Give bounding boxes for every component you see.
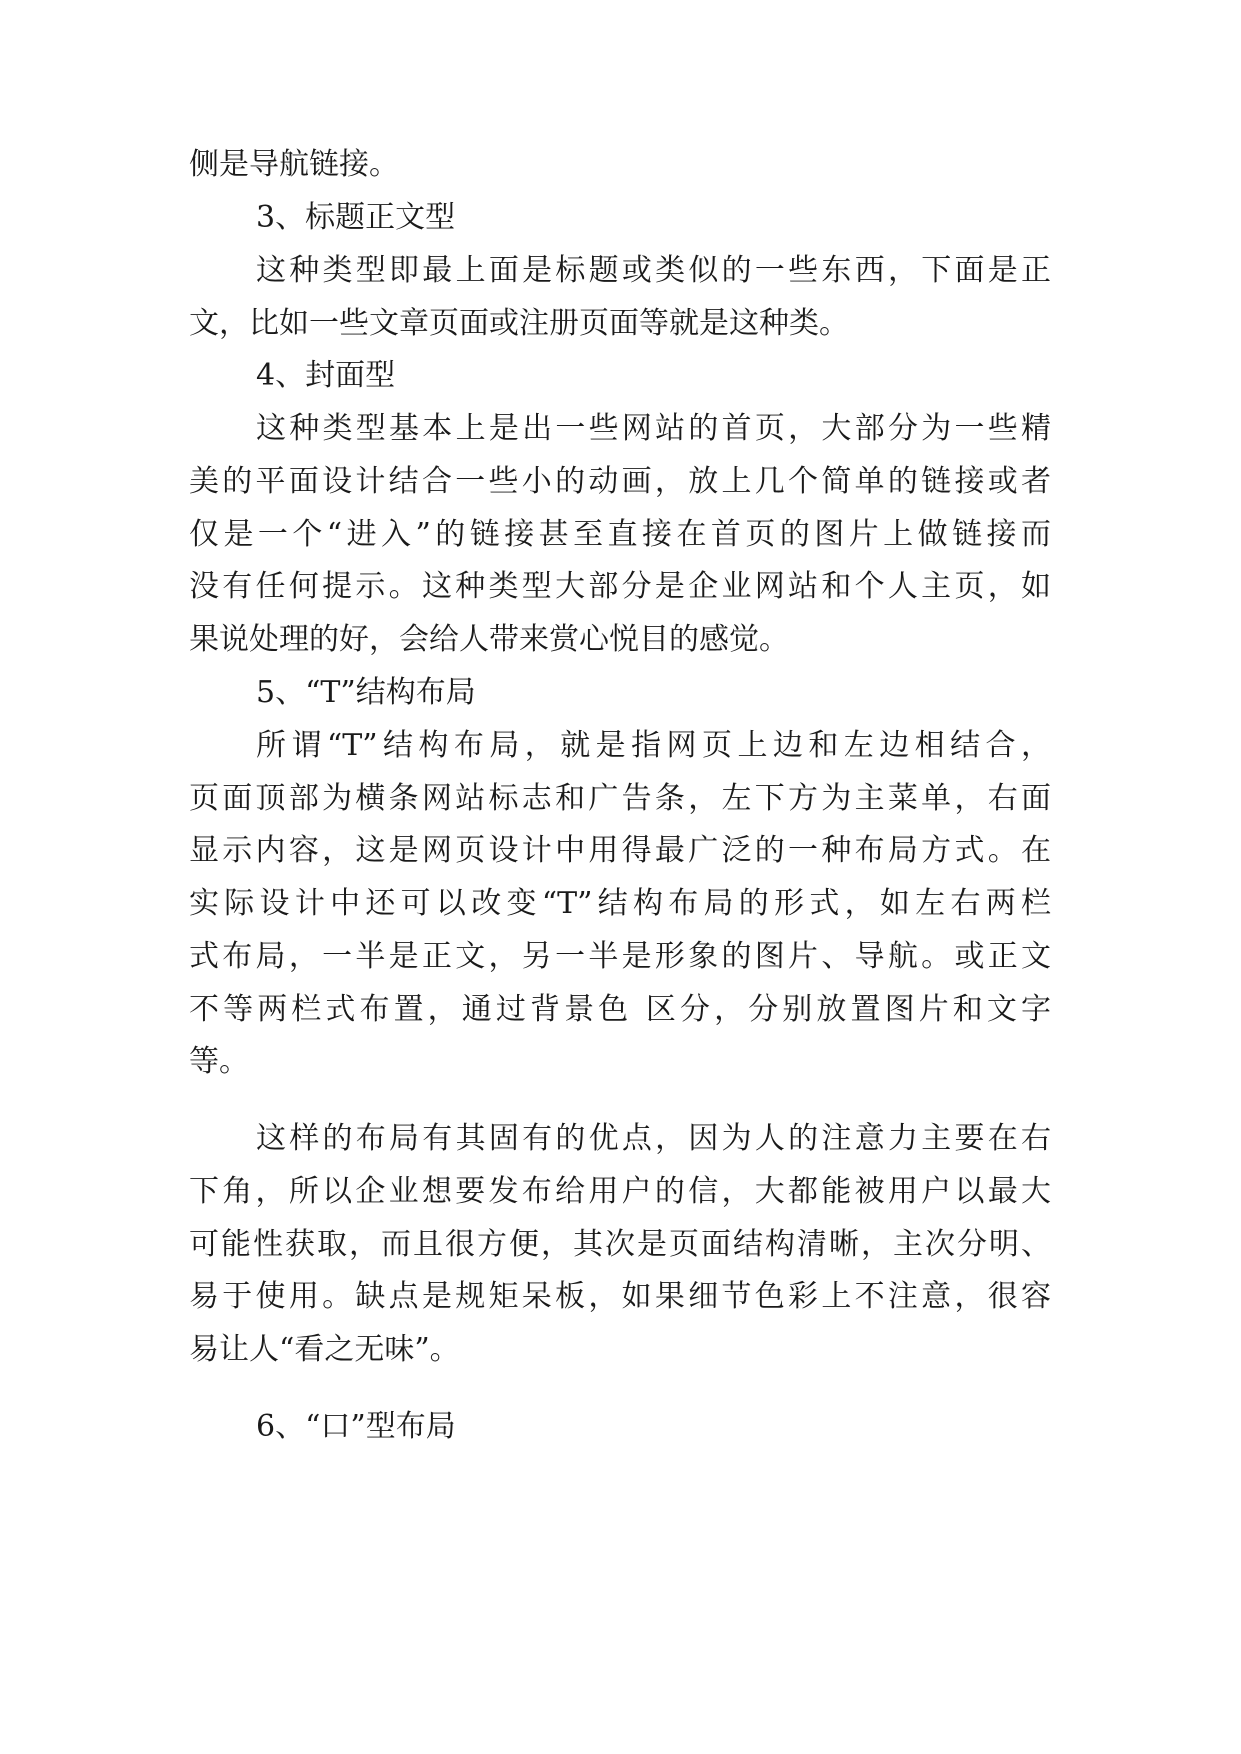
text-line: 果说处理的好，会给人带来赏心悦目的感觉。 [189,622,789,657]
section-heading-3: 3、标题正文型 [256,200,456,235]
text-line: 等。 [189,1044,249,1079]
text-line: 显示内容，这是网页设计中用得最广泛的一种布局方式。在 [189,833,1051,868]
text-line: 易于使用。缺点是规矩呆板，如果细节色彩上不注意，很容 [189,1279,1051,1314]
section-heading-5: 5、“T”结构布局 [256,675,476,710]
text-line: 侧是导航链接。 [189,147,399,182]
text-line: 易让人“看之无味”。 [189,1332,460,1367]
section-heading-6: 6、“口”型布局 [256,1409,456,1444]
text-line: 仅是一个“进入”的链接甚至直接在首页的图片上做链接而 [189,517,1051,552]
text-line: 式布局，一半是正文，另一半是形象的图片、导航。或正文 [189,939,1051,974]
text-line: 文，比如一些文章页面或注册页面等就是这种类。 [189,306,849,341]
text-line: 所谓“T”结构布局，就是指网页上边和左边相结合， [256,728,1051,763]
text-line: 这种类型基本上是出一些网站的首页，大部分为一些精 [256,411,1051,446]
text-line: 实际设计中还可以改变“T”结构布局的形式，如左右两栏 [189,886,1051,921]
text-line: 这种类型即最上面是标题或类似的一些东西，下面是正 [256,253,1051,288]
text-line: 页面顶部为横条网站标志和广告条，左下方为主菜单，右面 [189,781,1051,816]
text-line: 下角，所以企业想要发布给用户的信，大都能被用户以最大 [189,1174,1051,1209]
text-line: 不等两栏式布置，通过背景色 区分，分别放置图片和文字 [189,992,1051,1027]
text-line: 没有任何提示。这种类型大部分是企业网站和个人主页，如 [189,569,1051,604]
text-line: 美的平面设计结合一些小的动画，放上几个简单的链接或者 [189,464,1051,499]
text-line: 这样的布局有其固有的优点，因为人的注意力主要在右 [256,1121,1051,1156]
text-line: 可能性获取，而且很方便，其次是页面结构清晰，主次分明、 [189,1227,1051,1262]
section-heading-4: 4、封面型 [256,358,396,393]
